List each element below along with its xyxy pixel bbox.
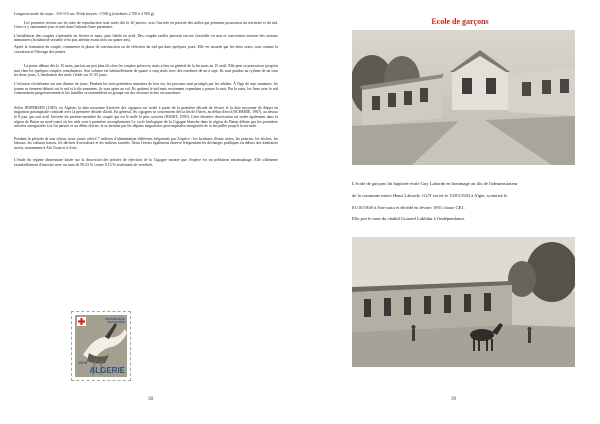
caption-line: de la commune mixte Henri Laborde. GUY est né le 15/03/1943 à Alger, scolarisé le <box>352 192 508 198</box>
body-paragraph: Longueur totale du corps : 110-115 cm. Poids moyen : 3 500 g (extrêmes 2 700 à 4 500 g) <box>14 12 154 16</box>
body-paragraph: Les premiers retours sur les sites de reproduction sont notés dès le 20 janvier, avec l'arrivée en priorité des mâles qui prennent possession du territoire et du nid. Ceux-ci y stationnent jour et nuit dans l'attente d'une partenaire. <box>14 20 278 30</box>
stamp-country-label: REPUBLIQUE FRANÇAISE <box>105 317 125 325</box>
body-paragraph: Selon JESPERSEN (1949), en Algérie, la date moyenne d'arrivée des cigognes est notée à partir de la première décade de février et la date moyenne de départ en migration postnuptiale coïncide avec la première décade d'août. En général, les cigognes se concentrent dès la fin de l'hiver, au début d'avril (SCHEIBE, 1967), au dessus le 8 jour qui suit avril l'arrivée du premier membre du couple qui est le mâle le plus souvent (HARIT, 1950). Cette dernière observation est notée également dans la région de Batna au nord-ouest où les nids sont à première accouplements Le cycle biologique de la Cigogne blanche dans la région de Batna débute par les premières arrivées enregistrées à la fin janvier et au début février, et se termine par les départs migratoires post-nuptiales enregistrés de la fin juillet jusqu'à la mi-août. <box>14 105 278 129</box>
body-paragraph: L'installation des couples s'intensifie en février et mars, puis faiblit en avril. Des couples tardifs peuvent encore s'installer en mai et concernent souvent des oiseaux immatures (la maturité sexuelle n'est pas atteinte avant trois ou quatre ans). <box>14 33 278 43</box>
body-paragraph: Pendant la période de son séjour, nous avons relevé 7 milieux d'alimentation différents fréquentés par l'espèce : les bordures d'eaux usées, les prairies, les friches, les labours, les cultures basses, les déchets d'aviculture et les milieux fauchés. Nous l'avons également observé fréquentant les décharges publiques en dehors des itinéraires suivis, notamment à Aïn Touta et à Arris. <box>14 136 278 150</box>
caption-line: Elle prit le nom du chahid Gouaref Lakhdar à l'indépendance. <box>352 216 466 222</box>
caption-line: L'école de garçons fut baptisée école Guy Laborde en hommage au fils de l'administrateur <box>352 181 518 186</box>
body-paragraph: L'étude du régime alimentaire basée sur la dissection des pelotes de réjection de la Cigogne montre que l'espèce est un prédateur entomophage. Elle s'alimente essentiellement d'insectes avec un taux de 99,23 % contre 0,13 % seulement de vertébrés. <box>14 158 278 168</box>
stamp-name-label: ALGERIE <box>89 366 125 375</box>
body-paragraph: L'éclosion s'échelonne sur une dizaine de jours. Pendant les trois premières semaines de leur vie, les poussins sont protégés par les adultes. À l'âge de sept semaines, les jeunes se tiennent debout sur le nid et à dix semaines, ils sont aptes au vol. Ils quittent le nid mais reviennent cependant y passer la nuit. Par la suite, les liens avec le nid s'amenuisent progressivement et les familles se rassemblent en groupe sur des secteurs riches en nourriture. <box>14 81 278 96</box>
page-number: 38 <box>148 397 153 402</box>
school-building-photo <box>352 30 575 165</box>
body-paragraph: La ponte débute dès le 15 mars, parfois un peu plus tôt chez les couples précoces, mais a lieu en général de la fin mars au 15 avril. Elle peut se poursuivre jusqu'en mai chez les quelques couples retardataires. Son volume est habituellement de quatre à cinq œufs avec des extrêmes de un à sept. Ils sont pondus au rythme de un tous les deux jours. L'incubation des œufs s'étale sur 31-35 jours. <box>14 64 278 78</box>
body-paragraph: Après la formation du couple, commence la phase de construction ou de réfection du nid qui dure quelques jours. Elle est assurée par les deux sexes, tout comme la couvaison et l'élevage des jeunes. <box>14 44 278 54</box>
stamp-value-label: 15+5 <box>78 360 88 365</box>
page-title: Ecole de garçons <box>431 17 489 26</box>
photo-caption <box>352 181 572 222</box>
algeria-stamp-image <box>71 311 131 381</box>
page-number: 39 <box>451 397 456 402</box>
caption-line: 01/10/1949 à Aïn-touta et décédé en février 1951 classe CE1. <box>352 204 465 210</box>
school-yard-photo <box>352 237 575 367</box>
